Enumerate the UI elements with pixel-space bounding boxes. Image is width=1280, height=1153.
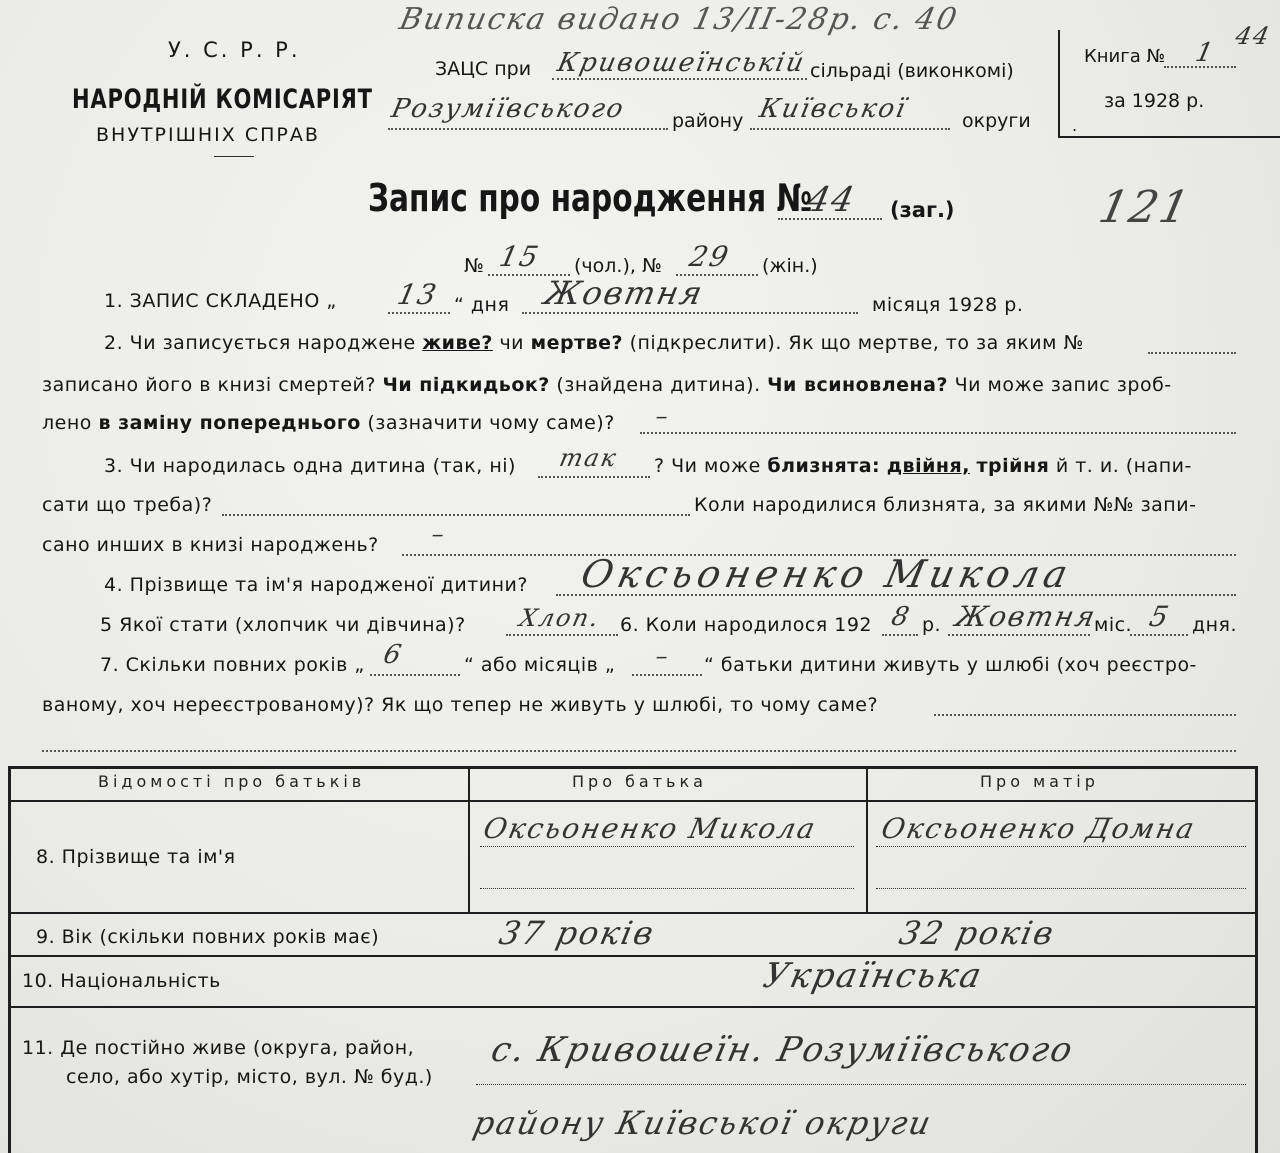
book-label: Книга № [1084, 46, 1166, 67]
q6-r-label: р. [922, 614, 942, 636]
row11-label-line1: 11. Де постійно живе (округа, район, [22, 1037, 415, 1059]
q7-line2: ваному, хоч нереєстрованому)? Як що тепер не живуть у шлюбі, то чому саме? [42, 694, 879, 716]
row8-mother: Оксьоненко Домна [878, 812, 1199, 845]
table-header-mother: Про матір [980, 772, 1099, 791]
book-corner-number: 44 [1233, 22, 1274, 50]
q2-line3: лено в заміну попереднього (зазначити чому саме)? [42, 412, 615, 434]
q7-months: – [653, 642, 673, 670]
male-label: (чол.), № [574, 255, 662, 277]
okruha-value: Київської [756, 94, 910, 124]
q3-line1b: ? Чи може близнята: двійня, трійня й т. и. (напи- [654, 455, 1192, 477]
book-number: 1 [1192, 38, 1218, 68]
q3-answer1: так [557, 444, 621, 472]
row10-label: 10. Національність [22, 970, 221, 992]
q5-label: 5 Якої стати (хлопчик чи дівчина)? [100, 614, 466, 636]
q6-mis-label: міс. [1094, 614, 1133, 636]
book-year: за 1928 р. [1104, 90, 1205, 112]
q1-label: 1. ЗАПИС СКЛАДЕНО „ [104, 290, 337, 312]
record-suffix: (заг.) [890, 198, 955, 222]
q3-line2b: Коли народилися близнята, за якими №№ запи- [694, 494, 1197, 516]
q6-year-digit: 8 [888, 602, 914, 632]
row9-father: 37 років [495, 914, 659, 952]
stamp-department: ВНУТРІШНІХ СПРАВ [96, 124, 320, 146]
q6-label: 6. Коли народилося 192 [620, 614, 872, 636]
q2-line2: записано його в книзі смертей? Чи підкидьок? (знайдена дитина). Чи всиновлена? Чи може запис зроб- [42, 374, 1172, 396]
stamp-country: У. С. Р. Р. [168, 38, 301, 62]
q6-day: 5 [1146, 600, 1174, 633]
q3-line3: сано инших в книзі народжень? [42, 534, 379, 556]
q1-tail: місяця 1928 р. [872, 294, 1024, 316]
q4-answer: Оксьоненко Микола [577, 552, 1077, 596]
q2-answer: – [653, 402, 673, 430]
row10-nationality: Українська [759, 956, 987, 996]
table-header-father: Про батька [572, 772, 707, 791]
q5-answer: Хлоп. [517, 604, 603, 632]
row8-father: Оксьоненко Микола [480, 812, 820, 845]
q3-answer3: – [429, 520, 449, 548]
q1-day-suffix: “ дня [454, 294, 510, 316]
q2-line1: 2. Чи записується народжене живе? чи мертве? (підкреслити). Як що мертве, то за яким № [104, 332, 1084, 354]
q7-line1a: 7. Скільки повних років „ [100, 654, 365, 676]
row8-label: 8. Прізвище та ім'я [36, 846, 236, 868]
okruha-label: округи [962, 110, 1031, 132]
table-header-info: Відомості про батьків [98, 772, 366, 791]
q7-years: 6 [380, 640, 406, 670]
birth-record-page: У. С. Р. Р. НАРОДНІЙ КОМІСАРІЯТ ВНУТРІШНІХ СПРАВ Виписка видано 13/ІІ-28р. с. 40 ЗАЦС при Кривошеїнській сільраді (виконкомі) Розуміївського району Київської округи Книга № 1 44 за 1928 р. . Запис про народження № 44 (заг.) 121 № 15 (чол.), № 29 (жін.) 1. ЗАПИС СКЛАДЕНО „ 13 “ дня Жовтня місяця 1928 р. 2. Чи записується народжене живе? чи мертве? (підкреслити). Як що мертве, то за яким № записано його в книзі смертей? Чи підкидьок? (знайдена дитина). Чи всиновлена? Чи може запис зроб- лено в заміну попереднього (зазначити чому саме)? – 3. Чи народилась одна дитина (так, ні) так ? Чи може близнята: двійня, трійня й т. и. (напи- сати що треба)? Коли народилися близнята, за якими №№ запи- сано инших в книзі народжень? – 4. Прізвище та ім'я народженої дитини? Оксьоненко Микола 5 Якої стати (хлопчик чи дівчина)? Хлоп. 6. Коли народилося 192 8 р. Жовтня міс. 5 дня. 7. Скільки повних років „ 6 “ або місяців „ – “ батьки дитини живуть у шлюбі (хоч реєстро- ваному, хоч нереєстрованому)? Як що тепер не живуть у шлюбі, то чому саме? Відомості про батьків Про батька Про матір 8. Прізвище та ім'я Оксьоненко Микола Оксьоненко Домна 9. Вік (скільки повних років має) 37 років 32 років 10. Національність Українська 11. Де постійно живе (округа, район, село, або хутір, місто, вул. № буд.) с. Кривошеїн. Розуміївського району Київської округи [0, 0, 1280, 1153]
record-side-number: 121 [1094, 182, 1196, 233]
q6-dnia-label: дня. [1192, 614, 1238, 636]
stamp-commissariat: НАРОДНІЙ КОМІСАРІЯТ [72, 84, 373, 115]
village-suffix: сільраді (виконкомі) [810, 60, 1014, 82]
q6-month: Жовтня [952, 600, 1100, 633]
sub-no-label: № [464, 255, 484, 277]
raion-value: Розуміївського [388, 94, 628, 124]
q3-line1a: 3. Чи народилась одна дитина (так, ні) [104, 455, 516, 477]
top-handwritten-note: Виписка видано 13/ІІ-28р. с. 40 [396, 2, 962, 37]
q3-line2a: сати що треба)? [42, 494, 213, 516]
record-title: Запис про народження № [368, 176, 813, 220]
row9-label: 9. Вік (скільки повних років має) [36, 926, 380, 948]
row11-address-line1: с. Кривошеїн. Розуміївського [487, 1030, 1078, 1070]
female-number: 29 [686, 240, 734, 273]
row11-label-line2: село, або хутір, місто, вул. № буд.) [66, 1066, 433, 1088]
record-number: 44 [803, 180, 860, 220]
village-value: Кривошеїнській [554, 48, 809, 78]
row9-mother: 32 років [895, 914, 1059, 952]
q7-line1b: “ або місяців „ [464, 654, 616, 676]
female-label: (жін.) [762, 255, 818, 277]
q4-label: 4. Прізвище та ім'я народженої дитини? [104, 574, 528, 596]
row11-address-line2: району Київської округи [469, 1104, 936, 1142]
q1-month: Жовтня [540, 274, 708, 312]
zags-label: ЗАЦС при [435, 58, 532, 80]
raion-label: району [672, 110, 744, 132]
q1-day: 13 [394, 278, 442, 311]
q7-line1c: “ батьки дитини живуть у шлюбі (хоч реєстро- [704, 654, 1197, 676]
male-number: 15 [496, 240, 544, 273]
